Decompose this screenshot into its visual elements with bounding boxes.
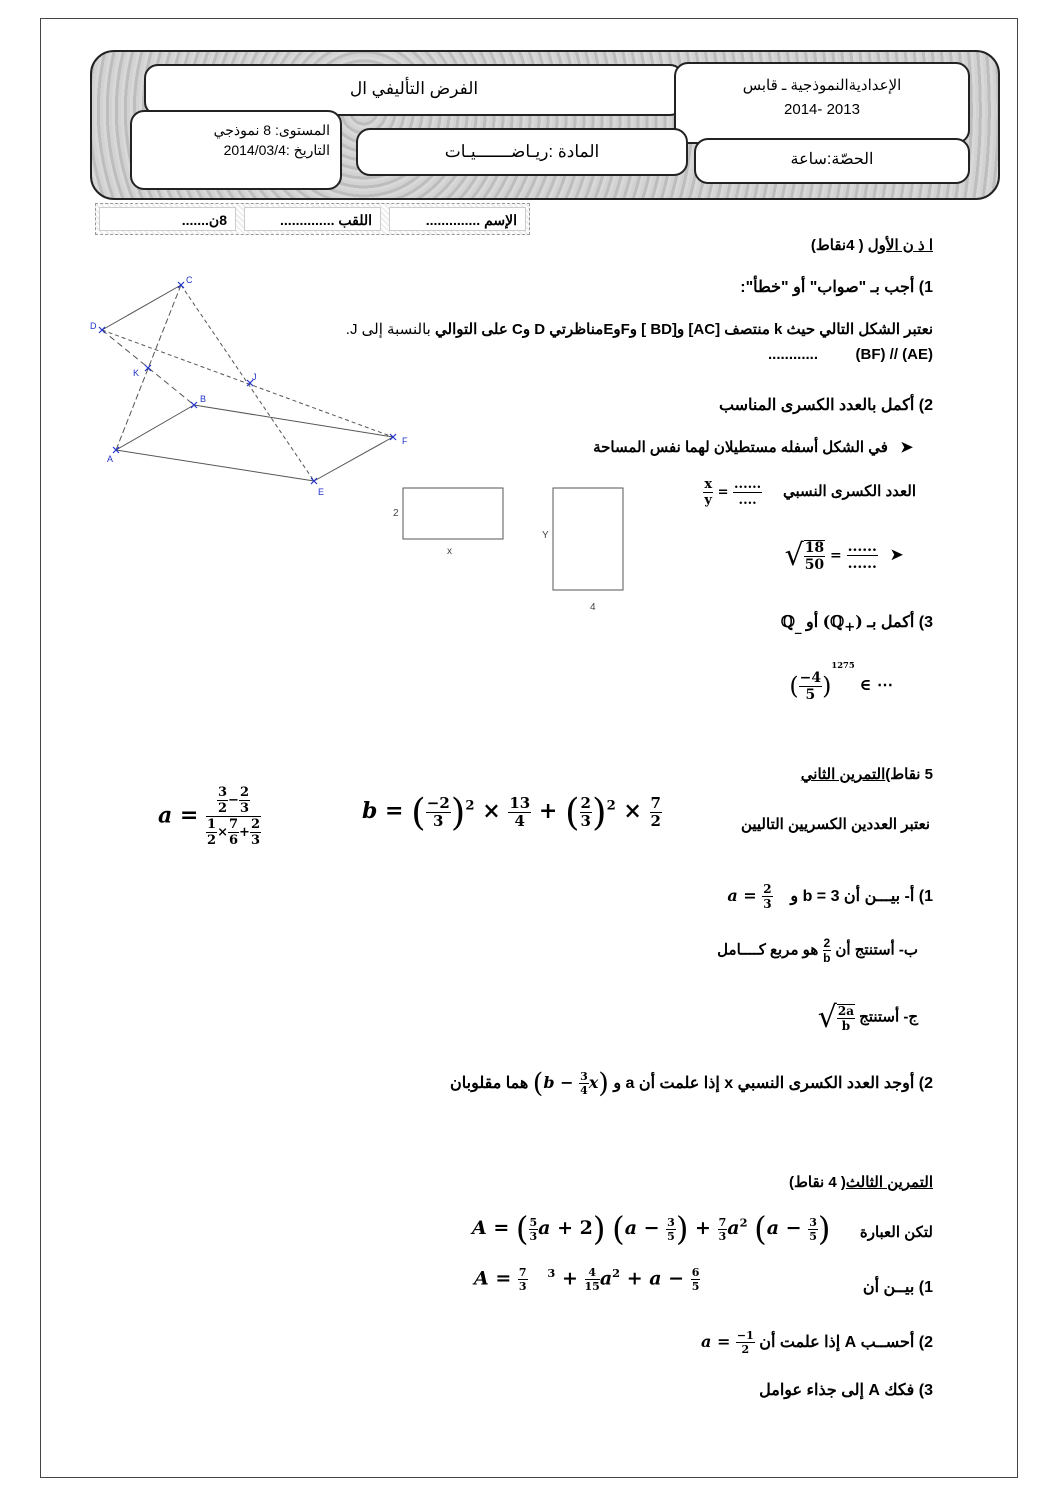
answer-blank[interactable]: ............ bbox=[767, 346, 818, 363]
ex1-q2: 2) أكمل بالعدد الكسرى المناسب bbox=[718, 397, 933, 414]
arrow-bullet-icon: ➤ bbox=[890, 546, 903, 564]
rectangle-1 bbox=[403, 488, 503, 539]
segment-DF bbox=[102, 330, 393, 437]
rect2-height-label: Y bbox=[542, 530, 549, 541]
ex3-intro: لتكن العبارة bbox=[859, 1224, 933, 1241]
name-field[interactable]: الإسم .............. bbox=[389, 207, 526, 231]
label-J: J bbox=[252, 372, 257, 382]
expression-A-expanded: A = $\frac{7}{3}$ $^3$ + $\frac{4}{15}$ $a^2 + a$ − $\frac{6}{5}$ bbox=[474, 1265, 700, 1293]
rect1-width-label: x bbox=[447, 546, 452, 557]
ex3-points: ( 4 نقاط) bbox=[789, 1174, 846, 1191]
school-name: الإعداديةالنموذجية ـ قابس bbox=[742, 77, 902, 94]
arrow-bullet-icon: ➤ bbox=[900, 439, 913, 456]
segment-DC bbox=[102, 285, 181, 330]
segment-BF bbox=[194, 405, 393, 437]
ex1-q2-sqrt: √ $\frac{18}{50}$ = ...... ...... ➤ bbox=[784, 538, 903, 573]
q1-text-b: بالنسبة إلى J. bbox=[345, 321, 435, 338]
duration: الحصّة:ساعة bbox=[694, 138, 970, 184]
expression-A: A = ( $\frac{5}{3}$ a + 2) (a − $\frac{3}{5}$ ) + $\frac{7}{3}$ $a^2$ (a − $\frac{3}{5}$ ) bbox=[472, 1210, 831, 1248]
bullet-text: في الشكل أسفله مستطيلان لهما نفس المساحة bbox=[593, 439, 888, 456]
ex1-q3: 3) أكمل بـ (ℚ$_+$) أو ℚ$_{\_}$ bbox=[780, 612, 933, 636]
ex3-heading bbox=[789, 1173, 933, 1191]
segment-AB bbox=[116, 405, 194, 450]
segment-AE bbox=[116, 450, 314, 481]
geometry-figure bbox=[0, 0, 1058, 703]
ex2-q2: 2) أوجد العدد الكسرى النسبي x إذا علمت أن a و (b − $\frac{3}{4}$ x) هما مقلوبان bbox=[449, 1068, 933, 1099]
ex2-heading bbox=[801, 765, 933, 783]
ex1-points: ( 4نقاط) bbox=[810, 237, 864, 254]
expression-a: a = $\frac{3}{2}$ − $\frac{2}{3}$ $\frac{1}{2}$ × $\frac{7}{6}$ + $\frac{2}{3}$ bbox=[158, 785, 260, 848]
ex2-points: 5 نقاط) bbox=[885, 766, 933, 783]
label-F: F bbox=[402, 436, 408, 446]
ex1-q2-line1: العدد الكسرى النسبي $\frac{x}{y}$ = ...... .... bbox=[704, 477, 916, 508]
line1-label: العدد الكسرى النسبي bbox=[783, 483, 916, 500]
ex2-intro: نعتبر العددين الكسريين التاليين bbox=[740, 816, 930, 833]
ex1-title: ا ذ ن الأول bbox=[867, 237, 933, 254]
ex3-q3: 3) فكك A إلى جذاء عوامل bbox=[759, 1382, 933, 1399]
ex2-title: التمرين الثاني bbox=[800, 766, 886, 783]
segment-EF bbox=[314, 437, 393, 481]
surname-field[interactable]: اللقب .............. bbox=[244, 207, 381, 231]
exam-title: الفرض التأليفي ال bbox=[144, 64, 684, 116]
ex2-q1c: ج- أستنتج √ $\frac{2a}{b}$ bbox=[817, 1000, 918, 1035]
label-A: A bbox=[107, 454, 114, 464]
label-E: E bbox=[318, 487, 325, 497]
ex1-q3-expr: ( $\frac{-4}{5}$ )$^{1275}$ ∈ ⋯ bbox=[789, 660, 893, 703]
ex3-title: التمرين الثالث bbox=[845, 1174, 933, 1191]
subject: المادة :ريـاضـــــــيـات bbox=[356, 128, 688, 176]
class-field[interactable]: 8ن....... bbox=[99, 207, 236, 231]
ex2-q1b: ب- أستنتج أن $\frac{2}{b}$ هو مربع كــــامل bbox=[717, 936, 918, 965]
ex2-q1a: 1) أ- بيـــن أن 3 = b و a = $\frac{2}{3}$ bbox=[727, 882, 933, 911]
ex1-q1: 1) أجب بـ "صواب" أو "خطأ": bbox=[740, 279, 933, 296]
label-D: D bbox=[90, 321, 97, 331]
label-C: C bbox=[186, 275, 193, 285]
q1-text-a: نعتبر الشكل التالي حيث k منتصف [AC] و[BD ] وFوEمناظرتي D وC على التوالي bbox=[435, 321, 933, 338]
label-K: K bbox=[133, 368, 140, 378]
school-year: 2013 -2014 bbox=[784, 101, 860, 118]
ex3-q2: 2) أحســب A إذا علمت أن a = $\frac{-1}{2}$ bbox=[701, 1329, 933, 1356]
ex3-q1: 1) بيــن أن bbox=[862, 1279, 933, 1296]
statement: (BF) // (AE) bbox=[855, 346, 933, 363]
rectangle-2 bbox=[553, 488, 623, 590]
date: التاريخ :2014/03/4 bbox=[223, 142, 330, 158]
rect1-height-label: 2 bbox=[393, 508, 399, 519]
level: المستوى: 8 نموذجي bbox=[213, 122, 330, 138]
expression-b: b = ( $\frac{-2}{3}$ )$^2$ × $\frac{13}{4}$ + ( $\frac{2}{3}$ )$^2$ × $\frac{7}{2}$ bbox=[362, 790, 661, 834]
label-B: B bbox=[200, 394, 207, 404]
rect2-width-label: 4 bbox=[590, 602, 596, 613]
